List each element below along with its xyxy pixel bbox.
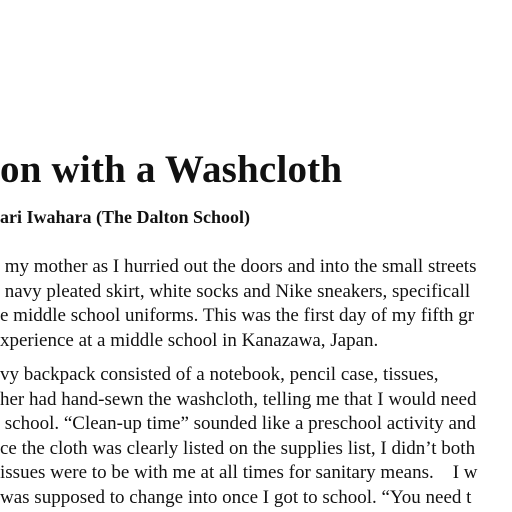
body-paragraph xyxy=(0,363,478,510)
body-paragraph xyxy=(0,255,476,353)
text-line: navy pleated skirt, white socks and Nike sneakers, specificall xyxy=(0,280,471,302)
essay-title: on with a Washcloth xyxy=(0,148,343,191)
text-line: xperience at a middle school in Kanazawa, Japan. xyxy=(0,329,379,351)
text-line: my mother as I hurried out the doors and into the small streets xyxy=(0,256,477,277)
text-line: school. “Clean-up time” sounded like a preschool activity and xyxy=(0,413,476,434)
author-byline: ari Iwahara (The Dalton School) xyxy=(0,207,251,227)
text-line: her had hand-sewn the washcloth, telling me that I would need xyxy=(0,388,477,410)
text-line: vy backpack consisted of a notebook, pencil case, tissues, xyxy=(0,364,439,385)
text-line: e middle school uniforms. This was the first day of my fifth gr xyxy=(0,305,475,326)
text-line: was supposed to change into once I got to school. “You need t xyxy=(0,486,472,508)
text-line: issues were to be with me at all times for sanitary means. I w xyxy=(0,462,478,483)
text-line: ce the cloth was clearly listed on the supplies list, I didn’t both xyxy=(0,437,476,459)
